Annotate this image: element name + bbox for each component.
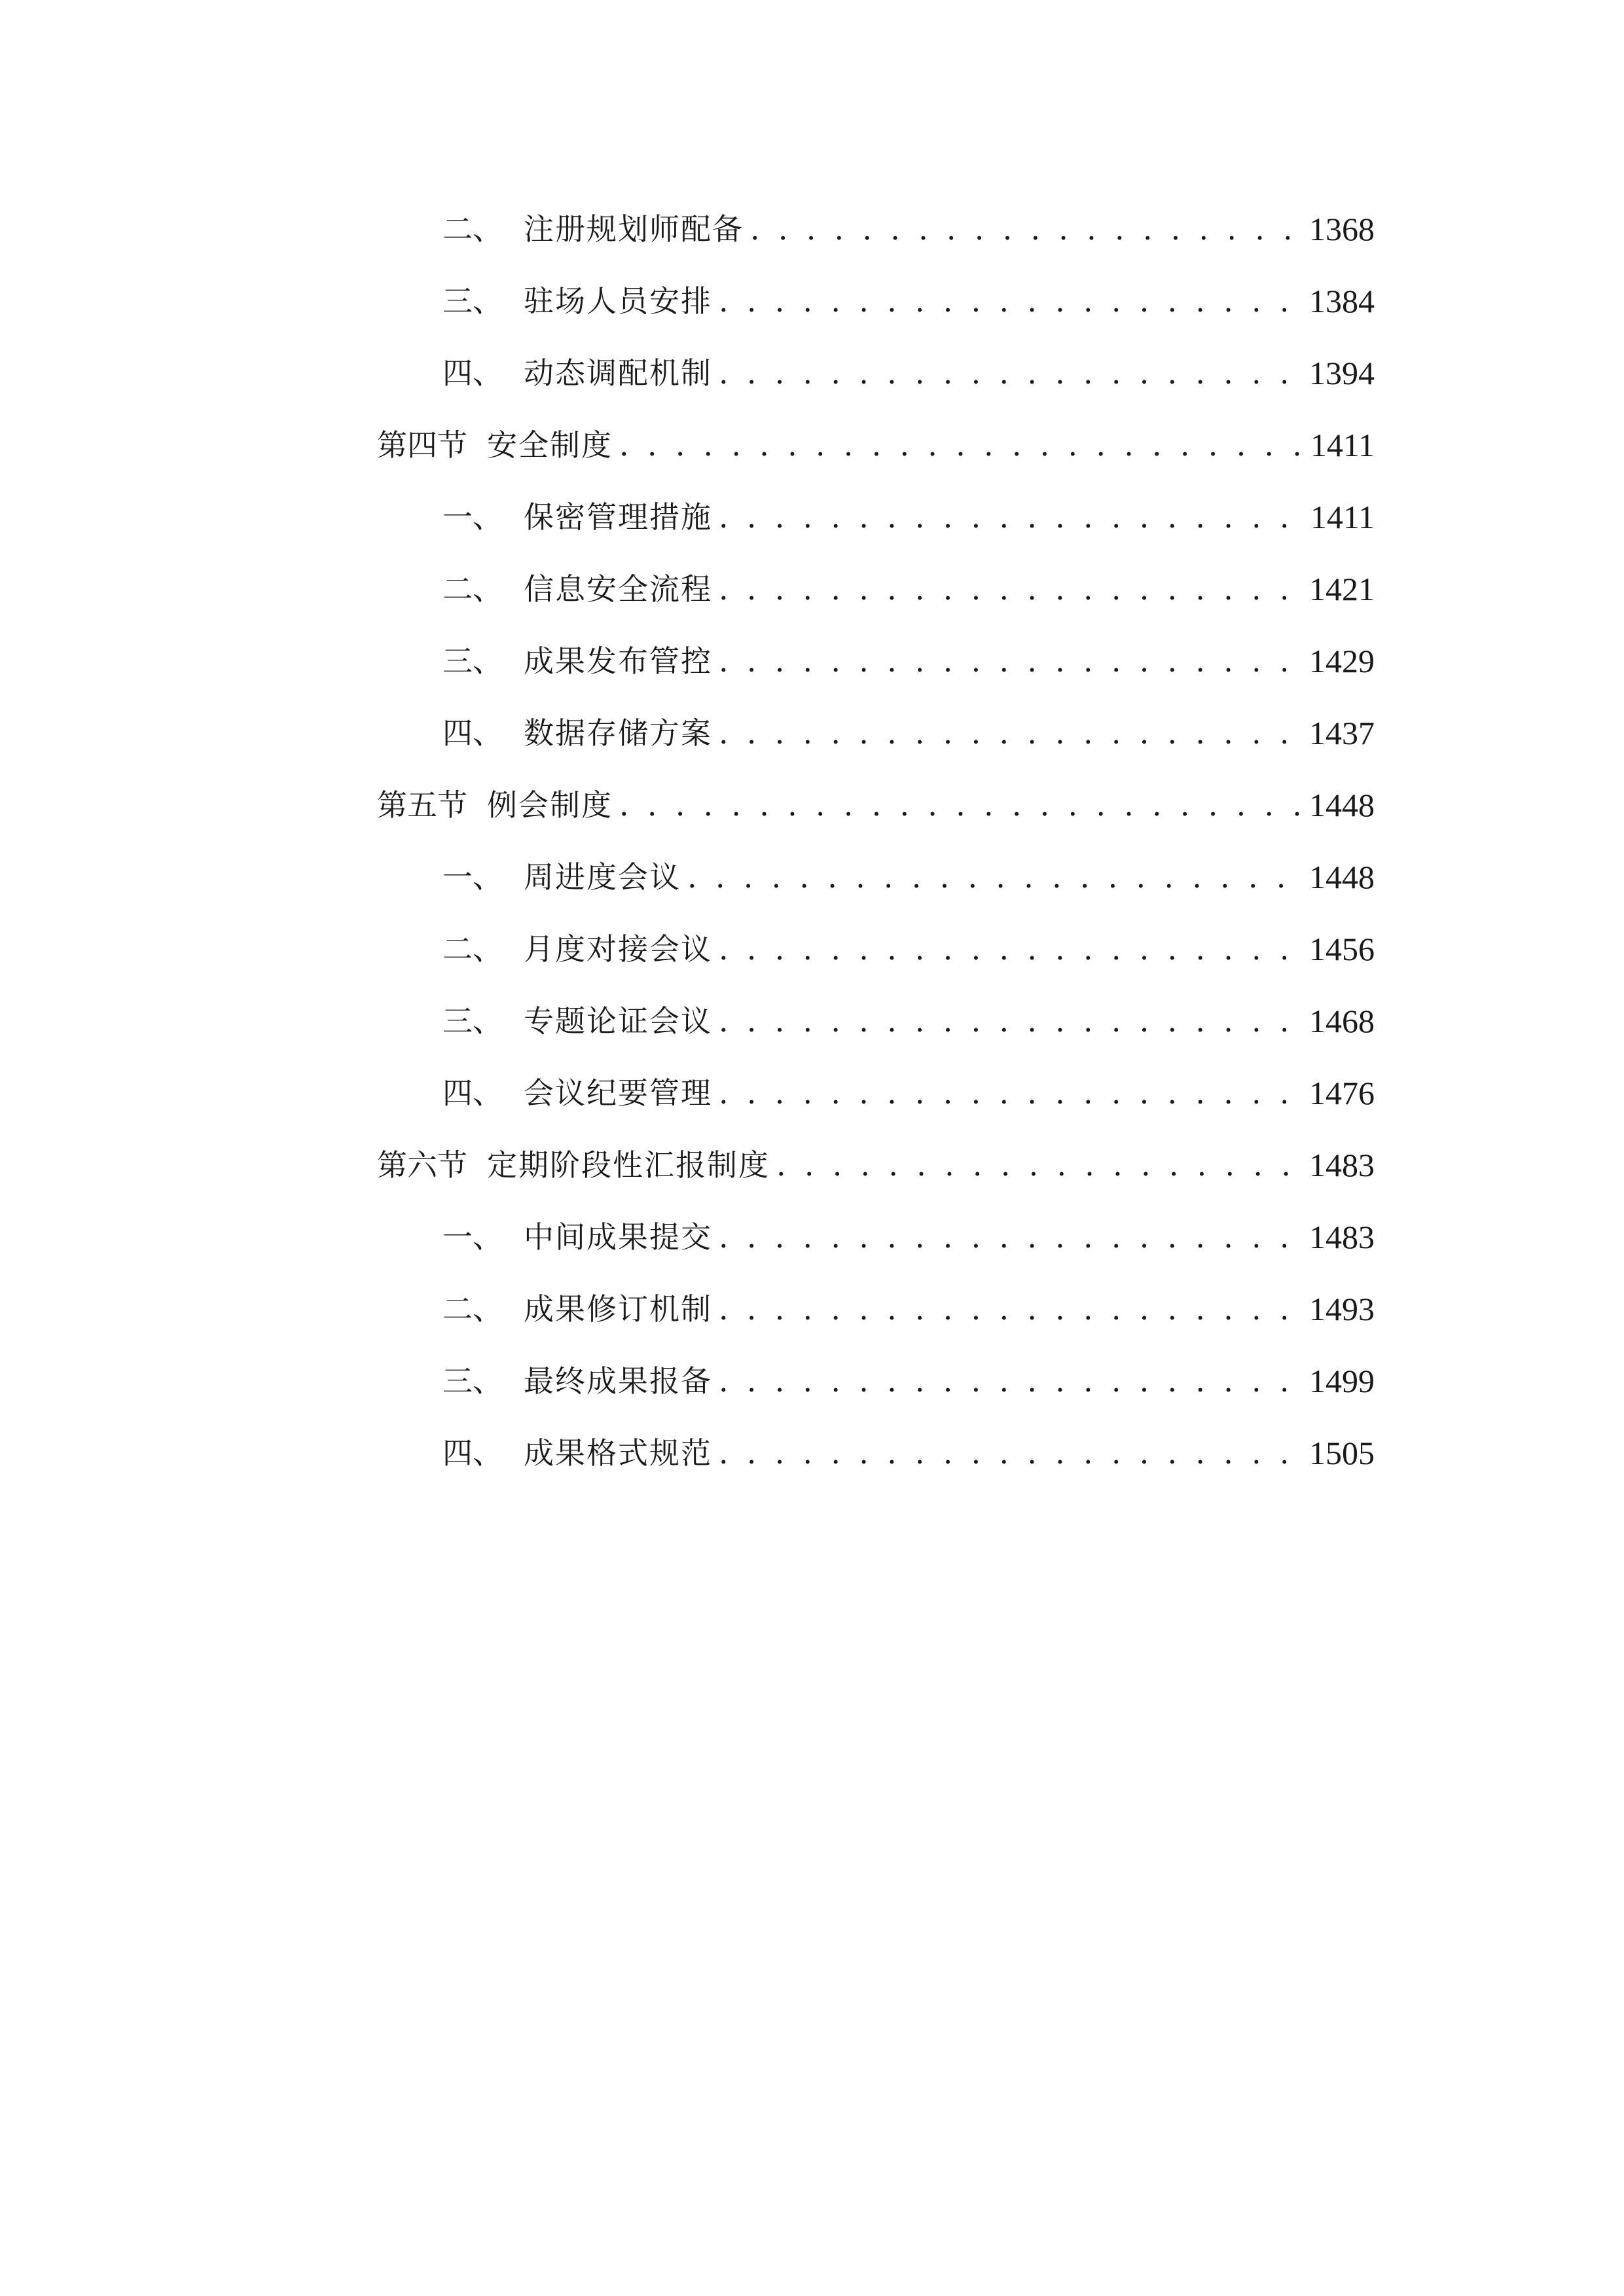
entry-number: 三、 <box>442 643 503 679</box>
entry-title: 数据存储方案 <box>524 715 712 751</box>
entry-page-number: 1499 <box>1309 1363 1375 1399</box>
entry-title: 成果格式规范 <box>524 1435 712 1471</box>
toc-entry[interactable] <box>377 1139 1375 1191</box>
entry-title: 定期阶段性汇报制度 <box>487 1147 770 1183</box>
dot-leader <box>719 275 1300 327</box>
dot-leader <box>776 1139 1300 1191</box>
dot-leader <box>719 1211 1300 1263</box>
toc-entry[interactable] <box>377 347 1375 399</box>
entry-number: 一、 <box>442 1219 503 1255</box>
dot-leader <box>687 851 1300 903</box>
toc-entry[interactable] <box>377 1283 1375 1335</box>
dot-leader <box>719 635 1300 687</box>
entry-number: 第六节 <box>377 1147 467 1183</box>
dot-leader <box>719 1067 1300 1119</box>
entry-page-number: 1411 <box>1310 427 1375 463</box>
dot-leader <box>719 1283 1300 1335</box>
dot-leader <box>619 779 1300 831</box>
entry-number: 二、 <box>442 571 503 607</box>
entry-page-number: 1368 <box>1309 211 1375 247</box>
dot-leader <box>619 419 1301 471</box>
entry-number: 二、 <box>442 211 503 247</box>
entry-number: 第五节 <box>377 787 467 823</box>
entry-page-number: 1476 <box>1309 1075 1375 1111</box>
entry-title: 安全制度 <box>487 427 613 463</box>
toc-entry[interactable] <box>377 1427 1375 1479</box>
entry-title: 驻场人员安排 <box>524 283 712 319</box>
toc-entry[interactable] <box>377 203 1375 255</box>
entry-page-number: 1394 <box>1309 355 1375 391</box>
entry-title: 周进度会议 <box>524 859 681 895</box>
entry-title: 注册规划师配备 <box>524 211 744 247</box>
entry-page-number: 1483 <box>1309 1147 1375 1183</box>
toc-entry[interactable] <box>377 1211 1375 1263</box>
entry-number: 四、 <box>442 715 503 751</box>
toc-entry[interactable] <box>377 851 1375 903</box>
entry-page-number: 1384 <box>1309 283 1375 319</box>
entry-page-number: 1483 <box>1309 1219 1375 1255</box>
entry-title: 专题论证会议 <box>524 1003 712 1039</box>
toc-entry[interactable] <box>377 995 1375 1047</box>
toc-entry[interactable] <box>377 1355 1375 1407</box>
entry-title: 中间成果提交 <box>524 1219 712 1255</box>
entry-title: 信息安全流程 <box>524 571 712 607</box>
entry-number: 第四节 <box>377 427 467 463</box>
entry-page-number: 1448 <box>1309 859 1375 895</box>
entry-page-number: 1429 <box>1309 643 1375 679</box>
entry-number: 四、 <box>442 355 503 391</box>
dot-leader <box>719 1355 1300 1407</box>
entry-page-number: 1411 <box>1310 499 1375 535</box>
entry-number: 一、 <box>442 499 503 535</box>
entry-page-number: 1505 <box>1309 1435 1375 1471</box>
entry-title: 最终成果报备 <box>524 1363 712 1399</box>
dot-leader <box>719 563 1300 615</box>
entry-title: 动态调配机制 <box>524 355 712 391</box>
toc-entry[interactable] <box>377 419 1375 471</box>
entry-title: 成果修订机制 <box>524 1291 712 1327</box>
toc-entry[interactable] <box>377 779 1375 831</box>
entry-title: 成果发布管控 <box>524 643 712 679</box>
entry-number: 四、 <box>442 1075 503 1111</box>
toc-entry[interactable] <box>377 923 1375 975</box>
dot-leader <box>719 707 1300 759</box>
entry-number: 一、 <box>442 859 503 895</box>
toc-entry[interactable] <box>377 563 1375 615</box>
dot-leader <box>719 347 1300 399</box>
entry-number: 二、 <box>442 931 503 967</box>
entry-page-number: 1468 <box>1309 1003 1375 1039</box>
toc-entry[interactable] <box>377 1067 1375 1119</box>
dot-leader <box>719 995 1300 1047</box>
entry-page-number: 1448 <box>1309 787 1375 823</box>
dot-leader <box>750 203 1300 255</box>
entry-number: 四、 <box>442 1435 503 1471</box>
entry-title: 月度对接会议 <box>524 931 712 967</box>
toc-entry[interactable] <box>377 491 1375 543</box>
entry-page-number: 1437 <box>1309 715 1375 751</box>
entry-number: 三、 <box>442 1003 503 1039</box>
entry-title: 会议纪要管理 <box>524 1075 712 1111</box>
toc-entry[interactable] <box>377 635 1375 687</box>
entry-page-number: 1456 <box>1309 931 1375 967</box>
entry-number: 三、 <box>442 1363 503 1399</box>
entry-number: 二、 <box>442 1291 503 1327</box>
dot-leader <box>719 491 1301 543</box>
toc-entry[interactable] <box>377 275 1375 327</box>
entry-number: 三、 <box>442 283 503 319</box>
dot-leader <box>719 923 1300 975</box>
entry-title: 例会制度 <box>487 787 613 823</box>
toc-entry[interactable] <box>377 707 1375 759</box>
dot-leader <box>719 1427 1300 1479</box>
entry-title: 保密管理措施 <box>524 499 712 535</box>
entry-page-number: 1421 <box>1309 571 1375 607</box>
entry-page-number: 1493 <box>1309 1291 1375 1327</box>
